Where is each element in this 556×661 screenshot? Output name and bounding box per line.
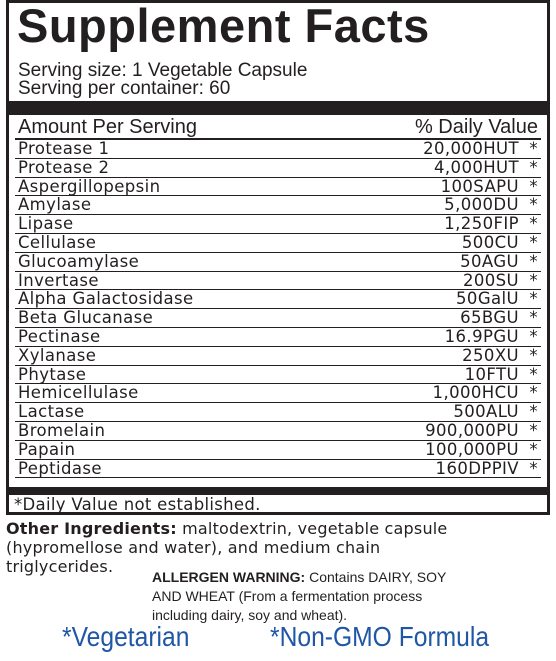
ingredient-row xyxy=(15,460,541,479)
supplement-facts-panel xyxy=(6,0,550,515)
ingredient-amount: 65BGU xyxy=(460,308,519,328)
servings-per-container: Serving per container: 60 xyxy=(18,78,231,99)
table-header xyxy=(18,116,538,138)
daily-value-asterisk: * xyxy=(529,420,538,440)
ingredient-amount: 100,000PU xyxy=(425,439,519,459)
other-ingredients-line-3: triglycerides. xyxy=(6,557,114,576)
ingredient-name: Glucoamylase xyxy=(18,251,140,271)
ingredient-rows xyxy=(15,140,541,478)
ingredient-name: Cellulase xyxy=(18,232,97,252)
daily-value-asterisk: * xyxy=(529,195,538,215)
ingredient-row xyxy=(15,290,541,309)
daily-value-asterisk: * xyxy=(529,364,538,384)
ingredient-amount: 160DPPIV xyxy=(435,458,519,478)
daily-value-asterisk: * xyxy=(529,383,538,403)
daily-value-asterisk: * xyxy=(529,157,538,177)
ingredient-name: Invertase xyxy=(18,270,99,290)
panel-title: Supplement Facts xyxy=(17,0,430,52)
daily-value-header: % Daily Value xyxy=(414,116,538,138)
other-ingredients-line-1 xyxy=(6,519,554,538)
ingredient-row xyxy=(15,441,541,460)
vegetarian-badge: *Vegetarian xyxy=(62,621,190,652)
ingredient-row xyxy=(15,196,541,215)
bottom-divider xyxy=(9,487,547,495)
ingredient-amount: 1,250FIP xyxy=(444,214,519,234)
daily-value-asterisk: * xyxy=(529,439,538,459)
ingredient-row xyxy=(15,272,541,291)
ingredient-row xyxy=(15,347,541,366)
ingredient-name: Beta Glucanase xyxy=(18,308,154,328)
allergen-text-1: Contains DAIRY, SOY xyxy=(305,569,447,585)
ingredient-name: Protease 1 xyxy=(18,139,110,158)
ingredient-amount: 50AGU xyxy=(460,251,519,271)
daily-value-asterisk: * xyxy=(529,251,538,271)
ingredient-name: Hemicellulase xyxy=(18,383,139,403)
serving-size: Serving size: 1 Vegetable Capsule xyxy=(18,60,308,81)
ingredient-amount: 20,000HUT xyxy=(423,139,519,158)
ingredient-amount: 250XU xyxy=(462,345,519,365)
daily-value-asterisk: * xyxy=(529,402,538,422)
ingredient-row xyxy=(15,140,541,159)
ingredient-amount: 500CU xyxy=(461,232,519,252)
ingredient-amount: 16.9PGU xyxy=(444,326,519,346)
amount-per-serving-header: Amount Per Serving xyxy=(18,116,197,138)
ingredient-row xyxy=(15,384,541,403)
ingredient-name: Bromelain xyxy=(18,420,106,440)
ingredient-amount: 10FTU xyxy=(464,364,519,384)
ingredient-name: Lactase xyxy=(18,402,85,422)
daily-value-asterisk: * xyxy=(529,308,538,328)
ingredient-name: Protease 2 xyxy=(18,157,110,177)
daily-value-asterisk: * xyxy=(529,139,538,158)
daily-value-asterisk: * xyxy=(529,232,538,252)
ingredient-name: Lipase xyxy=(18,214,74,234)
ingredient-amount: 500ALU xyxy=(453,402,519,422)
daily-value-asterisk: * xyxy=(529,458,538,478)
ingredient-row xyxy=(15,309,541,328)
other-ingredients-label: Other Ingredients: xyxy=(6,519,177,538)
ingredient-name: Papain xyxy=(18,439,76,459)
ingredient-row xyxy=(15,178,541,197)
ingredient-row xyxy=(15,215,541,234)
ingredient-row xyxy=(15,366,541,385)
allergen-label: ALLERGEN WARNING: xyxy=(152,569,306,585)
ingredient-amount: 900,000PU xyxy=(425,420,519,440)
daily-value-asterisk: * xyxy=(529,176,538,196)
ingredient-amount: 1,000HCU xyxy=(432,383,519,403)
ingredient-amount: 4,000HUT xyxy=(434,157,519,177)
ingredient-amount: 100SAPU xyxy=(440,176,519,196)
ingredient-amount: 50GalU xyxy=(456,289,519,309)
daily-value-footnote: *Daily Value not established. xyxy=(14,495,261,514)
other-ingredients-text-1: maltodextrin, vegetable capsule xyxy=(176,519,448,538)
daily-value-asterisk: * xyxy=(529,270,538,290)
other-ingredients-line-2: (hypromellose and water), and medium chain xyxy=(6,538,381,557)
ingredient-name: Peptidase xyxy=(18,458,102,478)
ingredient-name: Amylase xyxy=(18,195,92,215)
ingredient-row xyxy=(15,253,541,272)
thick-divider xyxy=(9,101,547,115)
ingredient-name: Pectinase xyxy=(18,326,101,346)
allergen-line-1 xyxy=(152,568,552,587)
ingredient-amount: 200SU xyxy=(462,270,519,290)
ingredient-name: Aspergillopepsin xyxy=(18,176,161,196)
ingredient-amount: 5,000DU xyxy=(444,195,519,215)
daily-value-asterisk: * xyxy=(529,214,538,234)
ingredient-row xyxy=(15,328,541,347)
ingredient-name: Xylanase xyxy=(18,345,97,365)
allergen-line-2: AND WHEAT (From a fermentation process xyxy=(152,588,423,604)
daily-value-asterisk: * xyxy=(529,289,538,309)
ingredient-name: Phytase xyxy=(18,364,87,384)
non-gmo-badge: *Non-GMO Formula xyxy=(270,621,490,652)
allergen-line-3: including dairy, soy and wheat). xyxy=(152,607,348,623)
ingredient-row xyxy=(15,234,541,253)
allergen-warning xyxy=(152,568,552,625)
ingredient-row xyxy=(15,422,541,441)
ingredient-name: Alpha Galactosidase xyxy=(18,289,194,309)
daily-value-asterisk: * xyxy=(529,326,538,346)
daily-value-asterisk: * xyxy=(529,345,538,365)
ingredient-row xyxy=(15,403,541,422)
ingredient-row xyxy=(15,159,541,178)
